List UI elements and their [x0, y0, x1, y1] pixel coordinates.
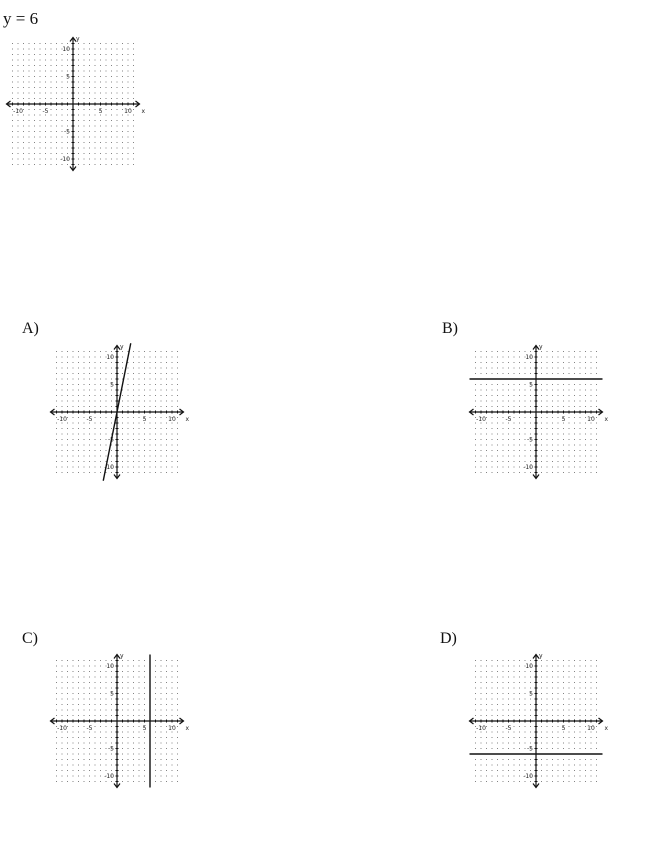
choice-b-y-tick-label: 10: [525, 354, 533, 361]
choice-b-x-tick-label: 10: [587, 416, 595, 423]
choice-b-graph[interactable]: [466, 342, 608, 484]
choice-d-x-axis-label: x: [604, 725, 609, 732]
choice-a-y-tick-label: -10: [104, 464, 114, 471]
choice-a-x-tick-label: -10: [57, 416, 67, 423]
choice-a-x-tick-label: -5: [86, 416, 93, 423]
question-equation: y = 6: [3, 9, 39, 28]
choice-b-y-axis-label: y: [539, 343, 543, 351]
choice-c-x-axis-label: x: [185, 725, 190, 732]
choice-b-x-tick-label: -5: [505, 416, 512, 423]
choice-b-y-tick-label: -5: [527, 436, 533, 444]
choice-d-label[interactable]: D): [440, 630, 457, 647]
question-y-tick-label: -5: [64, 128, 70, 136]
choice-b-x-tick-label: -10: [476, 416, 486, 423]
choice-d-x-tick-label: 5: [561, 725, 566, 732]
question-x-tick-label: -10: [13, 108, 23, 115]
choice-c-y-axis-label: y: [120, 652, 124, 660]
question-y-tick-label: 5: [66, 73, 70, 81]
question-x-axis-label: x: [141, 108, 146, 115]
choice-b-label[interactable]: B): [442, 320, 458, 337]
question-x-tick-label: 10: [124, 108, 132, 115]
choice-c-x-tick-label: -10: [57, 725, 67, 732]
choice-d-y-tick-label: -10: [523, 773, 533, 780]
choice-d-axes: [470, 653, 609, 788]
choice-d-x-tick-label: -10: [476, 725, 486, 732]
choice-d-graph[interactable]: [466, 651, 608, 793]
choice-b-y-tick-label: -10: [523, 464, 533, 471]
choice-b-x-axis-label: x: [604, 416, 609, 423]
choice-c-y-tick-label: 10: [106, 663, 114, 670]
choice-a-y-tick-label: 10: [106, 354, 114, 361]
choice-c-x-tick-label: 5: [142, 725, 147, 732]
question-axes: [7, 36, 146, 171]
question-y-tick-label: 10: [62, 46, 70, 53]
choice-c-x-tick-label: -5: [86, 725, 93, 732]
choice-b-axes: [470, 344, 609, 479]
choice-a-y-axis-label: y: [120, 343, 124, 351]
choice-d-y-tick-label: 5: [529, 690, 533, 698]
choice-d-y-tick-label: -5: [527, 745, 533, 753]
choice-b-x-tick-label: 5: [561, 416, 566, 423]
choice-c-axes: [51, 653, 190, 788]
choice-a-x-axis-label: x: [185, 416, 190, 423]
choice-d-x-tick-label: 10: [587, 725, 595, 732]
choice-c-label[interactable]: C): [22, 630, 38, 647]
choice-c-graph[interactable]: [47, 651, 189, 793]
choice-a-graph[interactable]: [47, 342, 189, 484]
question-x-tick-label: -5: [42, 108, 49, 115]
choice-d-y-axis-label: y: [539, 652, 543, 660]
choice-a-y-tick-label: 5: [110, 381, 114, 389]
question-y-tick-label: -10: [60, 156, 70, 163]
choice-d-y-tick-label: 10: [525, 663, 533, 670]
question-x-tick-label: 5: [98, 108, 103, 115]
choice-a-x-tick-label: 5: [142, 416, 147, 423]
choice-a-label[interactable]: A): [22, 320, 39, 337]
choice-a-axes: [51, 344, 190, 479]
choice-c-y-tick-label: 5: [110, 690, 114, 698]
choice-d-x-tick-label: -5: [505, 725, 512, 732]
question-y-axis-label: y: [76, 35, 80, 43]
choice-a-x-tick-label: 10: [168, 416, 176, 423]
choice-c-y-tick-label: -5: [108, 745, 114, 753]
choice-c-x-tick-label: 10: [168, 725, 176, 732]
question-blank-graph: [3, 34, 145, 176]
choice-b-y-tick-label: 5: [529, 381, 533, 389]
choice-a-y-tick-label: -5: [108, 436, 114, 444]
choice-c-y-tick-label: -10: [104, 773, 114, 780]
